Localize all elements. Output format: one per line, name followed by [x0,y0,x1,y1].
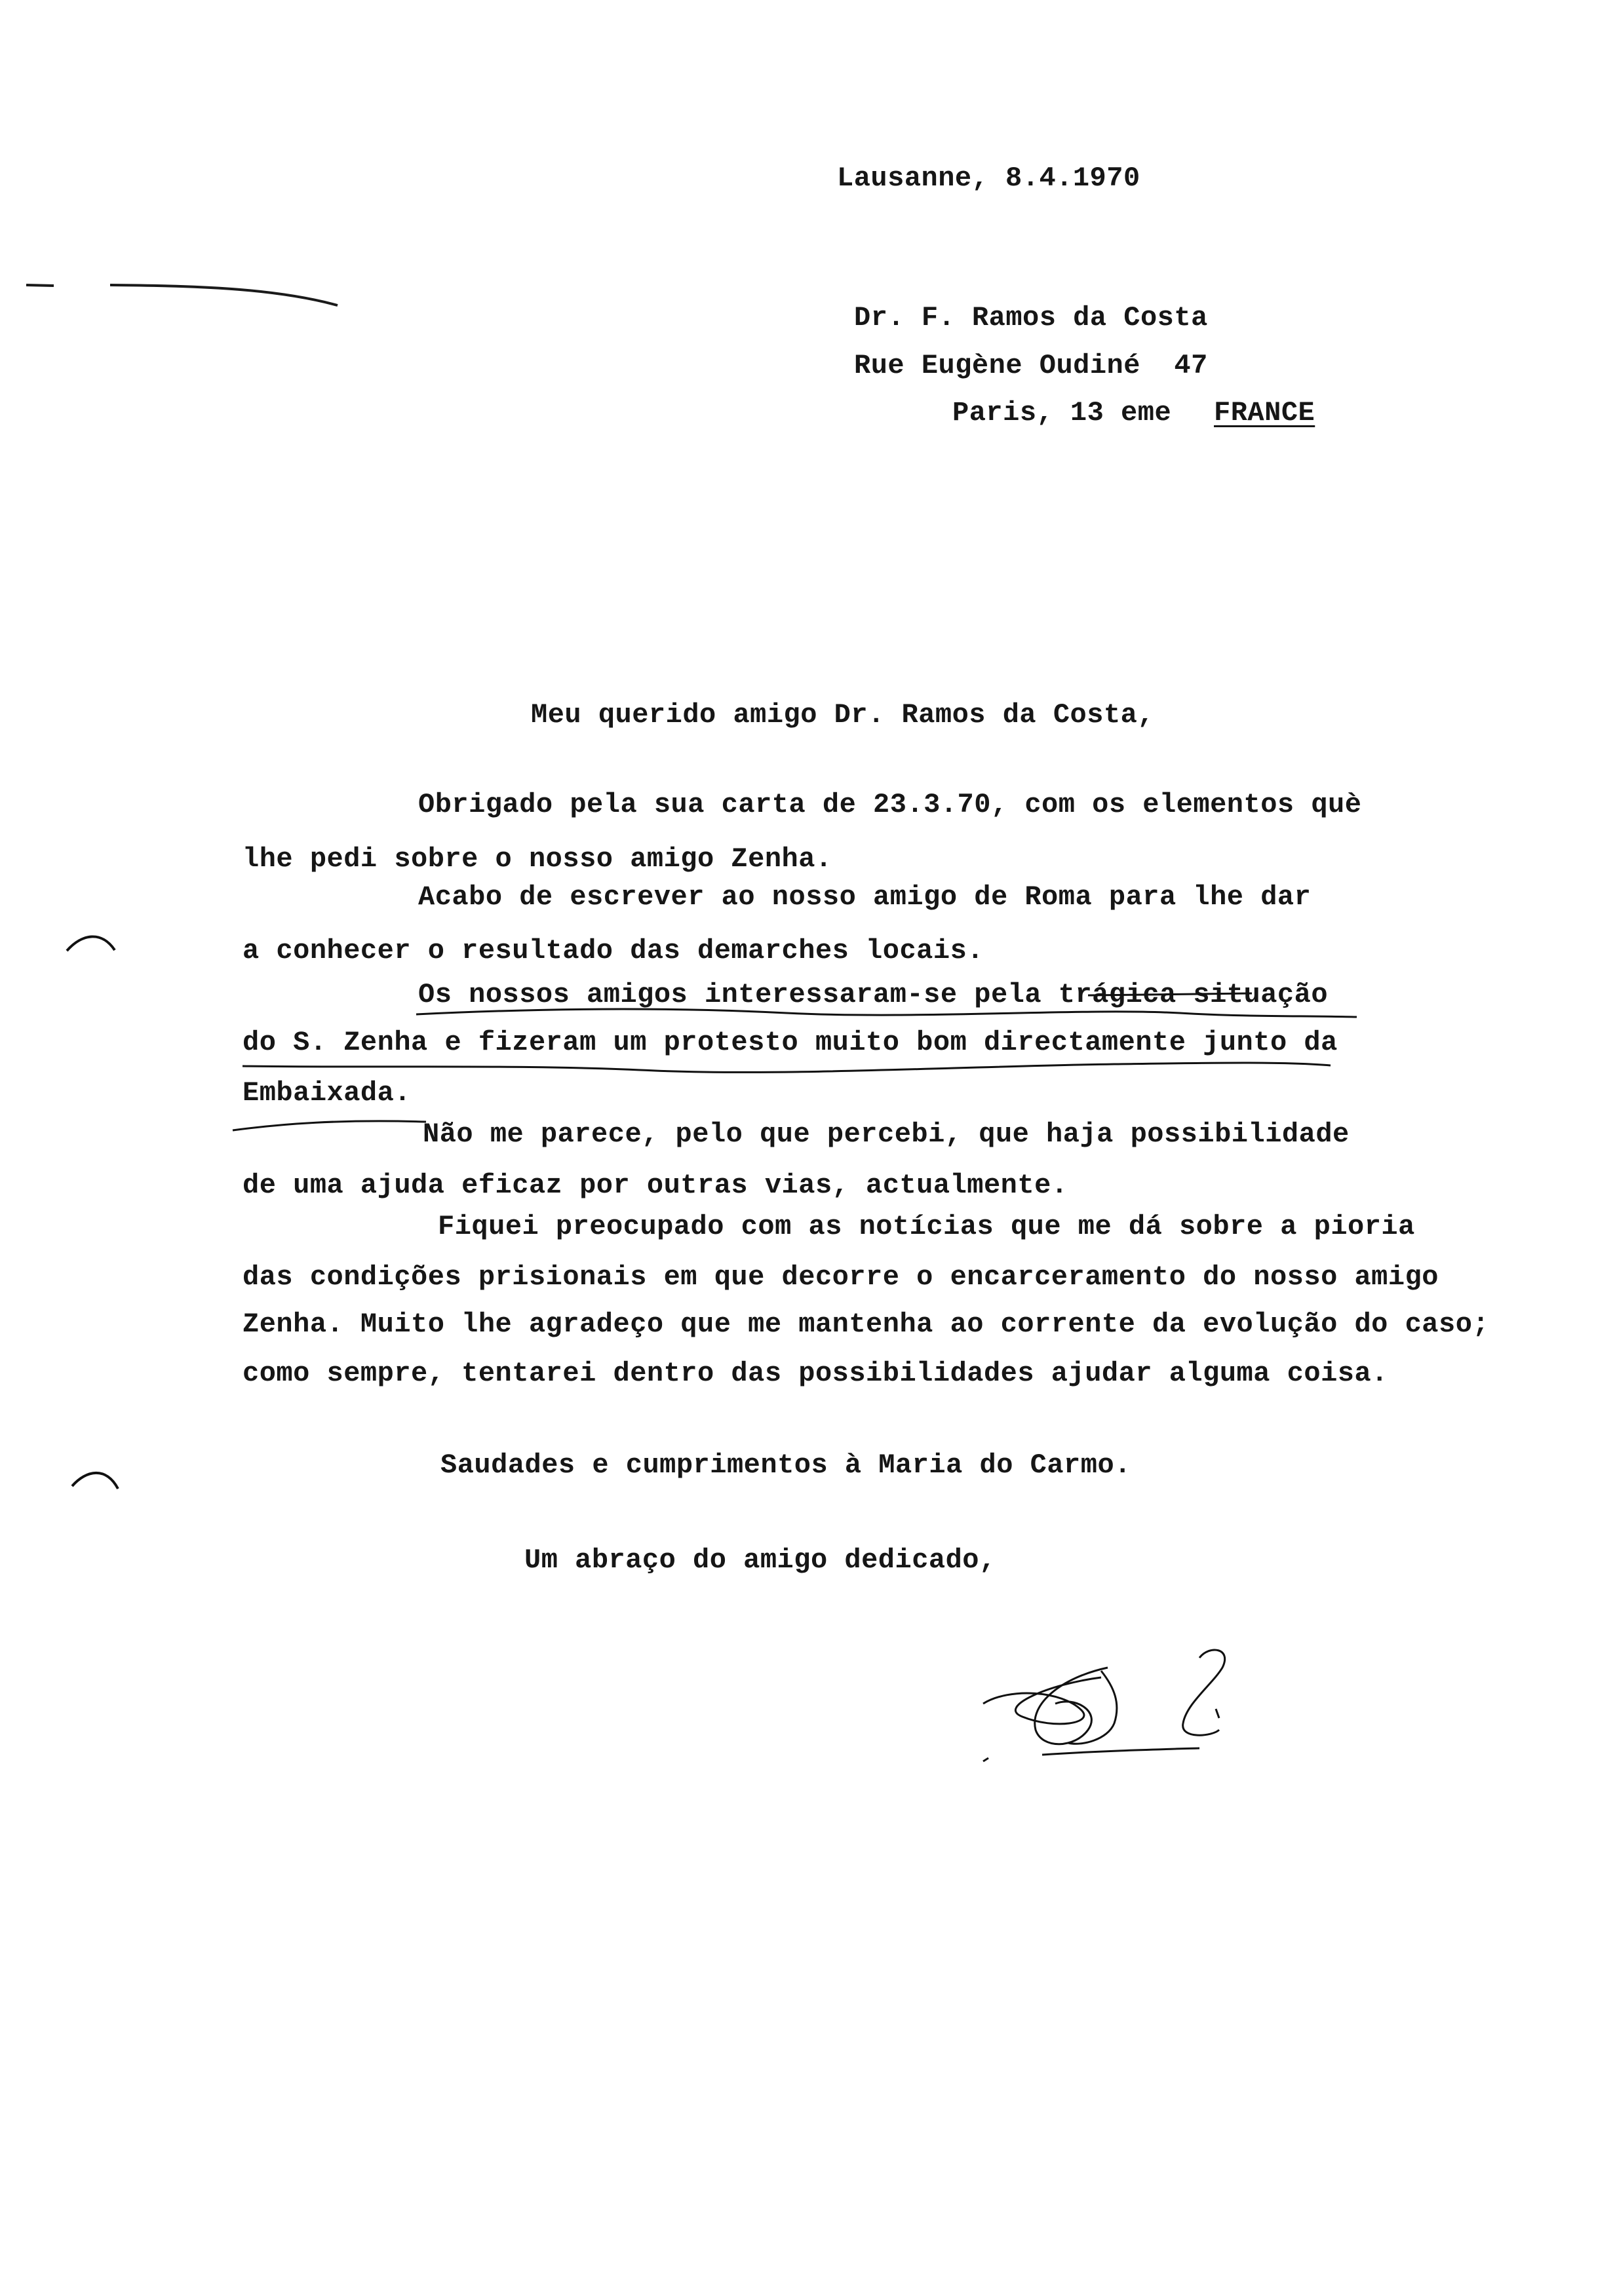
wavy-underline-2 [243,1063,1331,1072]
body-line-4: a conhecer o resultado das demarches locais. [243,935,984,966]
recipient-city: Paris, 13 eme [952,397,1172,429]
greetings-line: Saudades e cumprimentos à Maria do Carmo. [440,1449,1131,1481]
body-line-12: Zenha. Muito lhe agradeço que me mantenha ao corrente da evolução do caso; [243,1309,1490,1340]
recipient-name: Dr. F. Ramos da Costa [854,302,1208,334]
body-line-2: lhe pedi sobre o nosso amigo Zenha. [243,843,832,875]
strike-through [1088,993,1252,995]
body-line-9: de uma ajuda eficaz por outras vias, actualmente. [243,1170,1068,1201]
body-line-11: das condições prisionais em que decorre o encarceramento do nosso amigo [243,1261,1439,1293]
body-line-10: Fiquei preocupado com as notícias que me dá sobre a pioria [438,1211,1415,1242]
date-line: Lausanne, 8.4.1970 [837,163,1140,194]
closing-line: Um abraço do amigo dedicado, [524,1544,996,1576]
recipient-country: FRANCE [1214,397,1315,429]
body-line-5: Os nossos amigos interessaram-se pela trágica situação [418,979,1329,1010]
body-line-3: Acabo de escrever ao nosso amigo de Roma para lhe dar [418,881,1312,913]
salutation: Meu querido amigo Dr. Ramos da Costa, [531,699,1155,731]
wavy-underline-1 [416,1009,1357,1017]
body-line-7: Embaixada. [243,1077,412,1109]
margin-dash-short [26,285,54,286]
punch-arc-bottom [72,1473,118,1489]
margin-dash-long [110,285,338,305]
body-line-1: Obrigado pela sua carta de 23.3.70, com os elementos què [418,789,1362,820]
margin-flourish [233,1121,426,1130]
body-line-6: do S. Zenha e fizeram um protesto muito bom directamente junto da [243,1027,1338,1058]
body-line-8: Não me parece, pelo que percebi, que haja possibilidade [423,1119,1350,1150]
recipient-street: Rue Eugène Oudiné 47 [854,350,1208,381]
body-line-13: como sempre, tentarei dentro das possibilidades ajudar alguma coisa. [243,1358,1388,1389]
punch-arc-top [67,936,115,951]
signature [983,1650,1225,1761]
